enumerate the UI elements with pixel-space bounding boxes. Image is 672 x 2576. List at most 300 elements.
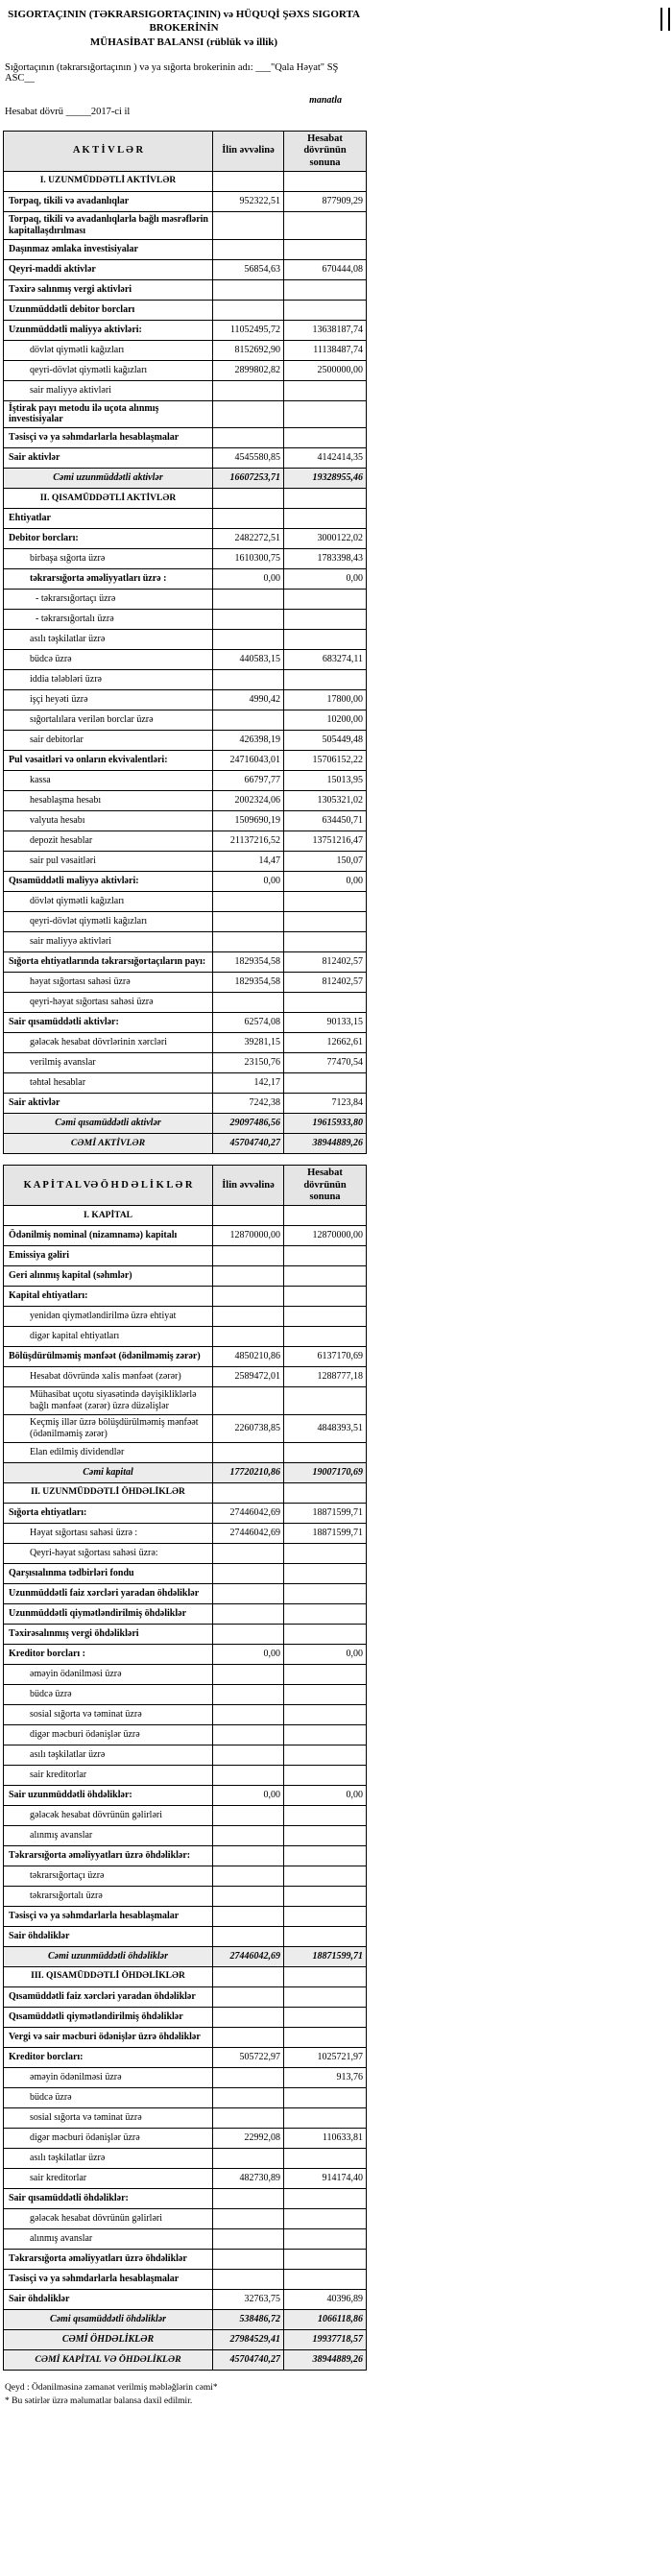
row-value-year-start: 17720210,86 (213, 1462, 284, 1482)
row-label: Qısamüddətli qiymətləndirilmiş öhdəliklər (4, 2007, 213, 2027)
table-row (4, 1482, 367, 1503)
row-value-year-start (213, 300, 284, 320)
row-value-period-end (284, 1603, 367, 1624)
table-row (4, 1246, 367, 1266)
table-row (4, 380, 367, 400)
row-value-period-end (284, 2269, 367, 2289)
row-value-year-start: 0,00 (213, 569, 284, 590)
row-value-year-start: 7242,38 (213, 1094, 284, 1114)
row-label: əməyin ödənilməsi üzrə (4, 1664, 213, 1684)
row-label: Cəmi uzunmüddətli öhdəliklər (4, 1946, 213, 1966)
row-value-period-end: 15013,95 (284, 771, 367, 791)
table-row (4, 549, 367, 569)
row-label: hesablaşma hesabı (4, 791, 213, 811)
row-value-year-start (213, 1866, 284, 1886)
row-value-period-end (284, 300, 367, 320)
row-value-year-start (213, 1805, 284, 1825)
liabilities-table-body (4, 1206, 367, 2370)
assets-header-period-end: Hesabat dövrünün sonuna (284, 131, 367, 171)
table-row (4, 831, 367, 852)
row-value-period-end (284, 2087, 367, 2107)
row-value-year-start (213, 1307, 284, 1327)
row-label: CƏMİ ÖHDƏLİKLƏR (4, 2329, 213, 2349)
row-value-year-start: 1610300,75 (213, 549, 284, 569)
table-row (4, 1367, 367, 1387)
row-value-period-end: 670444,08 (284, 259, 367, 279)
row-label: Geri alınmış kapital (səhmlər) (4, 1266, 213, 1287)
row-value-period-end (284, 509, 367, 529)
row-label: Uzunmüddətli qiymətləndirilmiş öhdəliklər (4, 1603, 213, 1624)
row-value-year-start (213, 2027, 284, 2047)
row-label: işçi heyəti üzrə (4, 690, 213, 710)
assets-table-body (4, 172, 367, 1154)
row-value-period-end: 3000122,02 (284, 529, 367, 549)
row-label: Ehtiyatlar (4, 509, 213, 529)
row-value-period-end (284, 172, 367, 192)
row-value-period-end (284, 932, 367, 952)
row-value-year-start: 2899802,82 (213, 360, 284, 380)
row-value-period-end (284, 1287, 367, 1307)
table-row (4, 279, 367, 300)
table-row (4, 2047, 367, 2067)
table-row (4, 973, 367, 993)
row-value-period-end: 17800,00 (284, 690, 367, 710)
row-value-period-end: 0,00 (284, 1785, 367, 1805)
liabilities-header-period-end: Hesabat dövrünün sonuna (284, 1166, 367, 1206)
table-row (4, 1287, 367, 1307)
row-label: gələcək hesabat dövrlərinin xərcləri (4, 1033, 213, 1053)
row-value-period-end (284, 279, 367, 300)
row-label: qeyri-dövlət qiymətli kağızları (4, 360, 213, 380)
table-row (4, 1563, 367, 1583)
table-row (4, 1503, 367, 1523)
row-value-period-end: 4142414,35 (284, 448, 367, 469)
row-value-period-end: 0,00 (284, 1644, 367, 1664)
row-value-period-end (284, 610, 367, 630)
row-value-year-start (213, 1724, 284, 1745)
row-value-period-end (284, 1704, 367, 1724)
row-label: Sair öhdəliklər (4, 1926, 213, 1946)
row-value-year-start (213, 1825, 284, 1845)
document-title (5, 8, 363, 49)
row-value-period-end (284, 630, 367, 650)
table-row (4, 448, 367, 469)
table-row (4, 1644, 367, 1664)
row-label: sair maliyyə aktivləri (4, 380, 213, 400)
row-value-year-start (213, 670, 284, 690)
row-label: qeyri-dövlət qiymətli kağızları (4, 912, 213, 932)
row-label: büdcə üzrə (4, 650, 213, 670)
row-value-period-end: 505449,48 (284, 731, 367, 751)
assets-header-label: A K T İ V L Ə R (4, 131, 213, 171)
row-value-period-end: 2500000,00 (284, 360, 367, 380)
row-value-period-end: 15706152,22 (284, 751, 367, 771)
row-label: sığortalılara verilən borclar üzrə (4, 710, 213, 731)
table-row (4, 751, 367, 771)
row-value-period-end: 110633,81 (284, 2128, 367, 2148)
row-value-period-end (284, 1906, 367, 1926)
row-value-year-start (213, 630, 284, 650)
row-label: Cəmi uzunmüddətli aktivlər (4, 469, 213, 489)
row-label: Qarşısıalınma tədbirləri fondu (4, 1563, 213, 1583)
row-label: Qısamüddətli faiz xərcləri yaradan öhdəliklər (4, 1986, 213, 2007)
table-row (4, 569, 367, 590)
row-label: alınmış avanslar (4, 1825, 213, 1845)
row-value-year-start (213, 1986, 284, 2007)
row-value-period-end (284, 2228, 367, 2249)
row-value-period-end (284, 892, 367, 912)
row-value-year-start (213, 1246, 284, 1266)
row-value-year-start: 27446042,69 (213, 1946, 284, 1966)
table-row (4, 2269, 367, 2289)
row-value-period-end: 12870000,00 (284, 1226, 367, 1246)
table-row (4, 1583, 367, 1603)
row-value-year-start (213, 1845, 284, 1866)
table-row (4, 2329, 367, 2349)
row-value-period-end (284, 590, 367, 610)
table-row (4, 610, 367, 630)
row-label: təkrarsığorta əməliyyatları üzrə : (4, 569, 213, 590)
table-row (4, 2067, 367, 2087)
row-value-year-start (213, 1563, 284, 1583)
row-label: Kapital ehtiyatları: (4, 1287, 213, 1307)
row-label: Təsisçi və ya səhmdarlarla hesablaşmalar (4, 428, 213, 448)
row-value-period-end (284, 1327, 367, 1347)
row-label: depozit hesablar (4, 831, 213, 852)
table-row (4, 1442, 367, 1462)
row-value-period-end (284, 1966, 367, 1986)
row-value-year-start (213, 2188, 284, 2208)
capital-and-liabilities-table (3, 1165, 367, 2370)
row-value-year-start: 2260738,85 (213, 1414, 284, 1442)
table-row (4, 1114, 367, 1134)
row-value-year-start (213, 892, 284, 912)
row-value-year-start (213, 2107, 284, 2128)
row-value-period-end: 19007170,69 (284, 1462, 367, 1482)
row-value-period-end (284, 1583, 367, 1603)
row-value-year-start (213, 2249, 284, 2269)
row-label: sosial sığorta və təminat üzrə (4, 1704, 213, 1724)
row-value-period-end (284, 1805, 367, 1825)
row-value-year-start: 482730,89 (213, 2168, 284, 2188)
row-value-period-end (284, 1684, 367, 1704)
footer-note-asterisk: * Bu sətirlər üzrə məlumatlar balansa daxil edilmir. (5, 2395, 193, 2406)
row-label: Təkrarsığorta əməliyyatları üzrə öhdəliklər: (4, 1845, 213, 1866)
row-value-year-start: 11052495,72 (213, 320, 284, 340)
row-value-year-start: 16607253,71 (213, 469, 284, 489)
row-label: sair kreditorlar (4, 1765, 213, 1785)
row-value-period-end (284, 1266, 367, 1287)
row-label: Sair aktivlər (4, 448, 213, 469)
row-label: Pul vəsaitləri və onların ekvivalentləri: (4, 751, 213, 771)
row-value-period-end: 13751216,47 (284, 831, 367, 852)
row-value-year-start (213, 1966, 284, 1986)
row-value-year-start (213, 1745, 284, 1765)
row-label: təkrarsığortaçı üzrə (4, 1866, 213, 1886)
row-value-year-start: 21137216,52 (213, 831, 284, 852)
row-value-year-start: 14,47 (213, 852, 284, 872)
row-value-year-start (213, 1442, 284, 1462)
row-label: Təsisçi və ya səhmdarlarla hesablaşmalar (4, 1906, 213, 1926)
row-value-year-start (213, 1684, 284, 1704)
table-row (4, 192, 367, 212)
table-row (4, 1206, 367, 1226)
row-value-period-end (284, 1886, 367, 1906)
row-value-period-end: 1305321,02 (284, 791, 367, 811)
table-row (4, 2107, 367, 2128)
row-value-year-start (213, 172, 284, 192)
row-value-period-end (284, 212, 367, 240)
row-value-year-start: 56854,63 (213, 259, 284, 279)
row-label: iddia tələbləri üzrə (4, 670, 213, 690)
row-value-period-end: 877909,29 (284, 192, 367, 212)
table-row (4, 670, 367, 690)
liabilities-header-label: K A P İ T A L VƏ Ö H D Ə L İ K L Ə R (4, 1166, 213, 1206)
table-row (4, 2007, 367, 2027)
row-value-period-end (284, 1246, 367, 1266)
table-row (4, 1684, 367, 1704)
row-value-year-start: 8152692,90 (213, 340, 284, 360)
assets-header-year-start: İlin əvvəlinə (213, 131, 284, 171)
row-value-period-end (284, 1664, 367, 1684)
row-value-period-end: 38944889,26 (284, 1134, 367, 1154)
row-value-period-end: 634450,71 (284, 811, 367, 831)
row-value-year-start (213, 1266, 284, 1287)
row-value-year-start (213, 1482, 284, 1503)
row-value-period-end (284, 400, 367, 428)
row-value-year-start (213, 1906, 284, 1926)
row-value-period-end (284, 2188, 367, 2208)
row-value-year-start (213, 400, 284, 428)
table-row (4, 2087, 367, 2107)
table-row (4, 1462, 367, 1482)
row-label: CƏMİ AKTİVLƏR (4, 1134, 213, 1154)
row-value-year-start: 12870000,00 (213, 1226, 284, 1246)
row-label: Qısamüddətli maliyyə aktivləri: (4, 872, 213, 892)
table-row (4, 400, 367, 428)
table-row (4, 952, 367, 973)
table-row (4, 259, 367, 279)
row-label: Təkrarsığorta əməliyyatları üzrə öhdəliklər (4, 2249, 213, 2269)
table-row (4, 791, 367, 811)
row-value-period-end: 19615933,80 (284, 1114, 367, 1134)
footer-notes (5, 2381, 369, 2409)
table-row (4, 1387, 367, 1415)
row-value-period-end: 10200,00 (284, 710, 367, 731)
liabilities-header-year-start: İlin əvvəlinə (213, 1166, 284, 1206)
row-label: valyuta hesabı (4, 811, 213, 831)
row-value-period-end: 1025721,97 (284, 2047, 367, 2067)
row-label: digər məcburi ödənişlər üzrə (4, 2128, 213, 2148)
row-value-year-start: 39281,15 (213, 1033, 284, 1053)
row-label: birbaşa sığorta üzrə (4, 549, 213, 569)
row-label: Sığorta ehtiyatlarında təkrarsığortaçıların payı: (4, 952, 213, 973)
row-value-period-end: 0,00 (284, 872, 367, 892)
table-row (4, 2027, 367, 2047)
table-row (4, 1724, 367, 1745)
row-label: kassa (4, 771, 213, 791)
table-row (4, 731, 367, 751)
row-label: Sair uzunmüddətli öhdəliklər: (4, 1785, 213, 1805)
row-value-year-start (213, 1926, 284, 1946)
row-label: sosial sığorta və təminat üzrə (4, 2107, 213, 2128)
row-value-year-start (213, 1886, 284, 1906)
row-value-period-end (284, 1206, 367, 1226)
row-value-period-end: 914174,40 (284, 2168, 367, 2188)
row-value-year-start: 45704740,27 (213, 2349, 284, 2370)
row-label: Daşınmaz əmlaka investisiyalar (4, 239, 213, 259)
row-label: təkrarsığortalı üzrə (4, 1886, 213, 1906)
row-value-period-end (284, 2208, 367, 2228)
row-value-year-start: 66797,77 (213, 771, 284, 791)
row-value-period-end: 90133,15 (284, 1013, 367, 1033)
row-value-year-start: 32763,75 (213, 2289, 284, 2309)
table-row (4, 1745, 367, 1765)
row-value-period-end: 77470,54 (284, 1053, 367, 1073)
row-label: asılı təşkilatlar üzrə (4, 630, 213, 650)
row-label: digər kapital ehtiyatları (4, 1327, 213, 1347)
row-label: sair maliyyə aktivləri (4, 932, 213, 952)
row-value-year-start: 426398,19 (213, 731, 284, 751)
table-row (4, 710, 367, 731)
table-row (4, 1986, 367, 2007)
row-value-period-end (284, 1724, 367, 1745)
row-label: Cəmi kapital (4, 1462, 213, 1482)
row-label: Həyat sığortası sahəsi üzrə : (4, 1523, 213, 1543)
edge-mark (668, 8, 670, 31)
table-row (4, 489, 367, 509)
row-label: yenidən qiymətləndirilmə üzrə ehtiyat (4, 1307, 213, 1327)
row-value-year-start: 27446042,69 (213, 1503, 284, 1523)
row-value-year-start: 440583,15 (213, 650, 284, 670)
row-value-period-end: 150,07 (284, 852, 367, 872)
row-value-year-start (213, 932, 284, 952)
table-row (4, 2168, 367, 2188)
row-value-period-end: 40396,89 (284, 2289, 367, 2309)
row-value-period-end (284, 993, 367, 1013)
row-value-year-start: 22992,08 (213, 2128, 284, 2148)
row-label: Cəmi qısamüddətli öhdəliklər (4, 2309, 213, 2329)
row-label: I. KAPİTAL (4, 1206, 213, 1226)
table-row (4, 239, 367, 259)
row-label: Təsisçi və ya səhmdarlarla hesablaşmalar (4, 2269, 213, 2289)
row-value-year-start (213, 2007, 284, 2027)
row-label: Uzunmüddətli maliyyə aktivləri: (4, 320, 213, 340)
row-value-period-end: 812402,57 (284, 952, 367, 973)
row-value-period-end (284, 428, 367, 448)
row-value-period-end: 1066118,86 (284, 2309, 367, 2329)
row-value-period-end (284, 670, 367, 690)
table-row (4, 300, 367, 320)
row-value-year-start (213, 1765, 284, 1785)
row-value-year-start (213, 1543, 284, 1563)
row-label: əməyin ödənilməsi üzrə (4, 2067, 213, 2087)
row-value-year-start (213, 590, 284, 610)
row-value-period-end (284, 380, 367, 400)
table-row (4, 811, 367, 831)
row-label: sair pul vəsaitləri (4, 852, 213, 872)
row-label: büdcə üzrə (4, 1684, 213, 1704)
row-label: Sair qısamüddətli aktivlər: (4, 1013, 213, 1033)
table-row (4, 1785, 367, 1805)
row-label: Hesabat dövründə xalis mənfəət (zərər) (4, 1367, 213, 1387)
row-value-period-end (284, 2027, 367, 2047)
row-value-year-start (213, 1206, 284, 1226)
page-edge-marks (655, 8, 670, 31)
table-row (4, 360, 367, 380)
row-label: dövlət qiymətli kağızları (4, 892, 213, 912)
row-label: Emissiya gəliri (4, 1246, 213, 1266)
row-label: gələcək hesabat dövrünün gəlirləri (4, 2208, 213, 2228)
table-row (4, 2349, 367, 2370)
table-row (4, 172, 367, 192)
row-label: - təkrarsığortaçı üzrə (4, 590, 213, 610)
row-value-period-end (284, 1624, 367, 1644)
row-label: Mühasibat uçotu siyasətində dəyişikliklərlə bağlı mənfəət (zərər) üzrə düzəlişlər (4, 1387, 213, 1415)
table-row (4, 1805, 367, 1825)
row-value-year-start: 0,00 (213, 872, 284, 892)
row-value-year-start: 2589472,01 (213, 1367, 284, 1387)
table-row (4, 2188, 367, 2208)
table-row (4, 1033, 367, 1053)
table-row (4, 1946, 367, 1966)
table-row (4, 2228, 367, 2249)
row-value-year-start (213, 993, 284, 1013)
table-row (4, 469, 367, 489)
row-value-year-start (213, 1704, 284, 1724)
row-value-period-end (284, 1563, 367, 1583)
assets-table-header-row (4, 131, 367, 171)
row-value-year-start (213, 2067, 284, 2087)
table-row (4, 872, 367, 892)
row-label: Torpaq, tikili və avadanlıqlarla bağlı məsrəflərin kapitallaşdırılması (4, 212, 213, 240)
row-value-year-start: 1829354,58 (213, 952, 284, 973)
row-label: gələcək hesabat dövrünün gəlirləri (4, 1805, 213, 1825)
row-label: Sair aktivlər (4, 1094, 213, 1114)
row-value-period-end: 18871599,71 (284, 1503, 367, 1523)
row-value-year-start: 27446042,69 (213, 1523, 284, 1543)
row-label: Elan edilmiş dividendlər (4, 1442, 213, 1462)
row-label: Cəmi qısamüddətli aktivlər (4, 1114, 213, 1134)
row-label: III. QISAMÜDDƏTLİ ÖHDƏLİKLƏR (4, 1966, 213, 1986)
table-row (4, 2309, 367, 2329)
row-value-period-end (284, 1073, 367, 1094)
table-row (4, 2148, 367, 2168)
table-row (4, 1906, 367, 1926)
row-value-year-start (213, 1327, 284, 1347)
row-value-year-start: 23150,76 (213, 1053, 284, 1073)
row-label: Debitor borcları: (4, 529, 213, 549)
row-value-year-start: 24716043,01 (213, 751, 284, 771)
row-value-period-end: 38944889,26 (284, 2349, 367, 2370)
row-value-year-start: 27984529,41 (213, 2329, 284, 2349)
row-value-period-end (284, 489, 367, 509)
row-value-period-end (284, 1926, 367, 1946)
row-label: CƏMİ KAPİTAL VƏ ÖHDƏLİKLƏR (4, 2349, 213, 2370)
row-label: Təxirəsalınmış vergi öhdəlikləri (4, 1624, 213, 1644)
edge-mark (660, 8, 662, 31)
row-value-period-end (284, 1387, 367, 1415)
row-label: asılı təşkilatlar üzrə (4, 2148, 213, 2168)
table-row (4, 1266, 367, 1287)
row-value-year-start: 1829354,58 (213, 973, 284, 993)
table-row (4, 771, 367, 791)
row-value-year-start (213, 710, 284, 731)
row-value-year-start (213, 212, 284, 240)
table-row (4, 2128, 367, 2148)
row-value-year-start (213, 1624, 284, 1644)
table-row (4, 2289, 367, 2309)
